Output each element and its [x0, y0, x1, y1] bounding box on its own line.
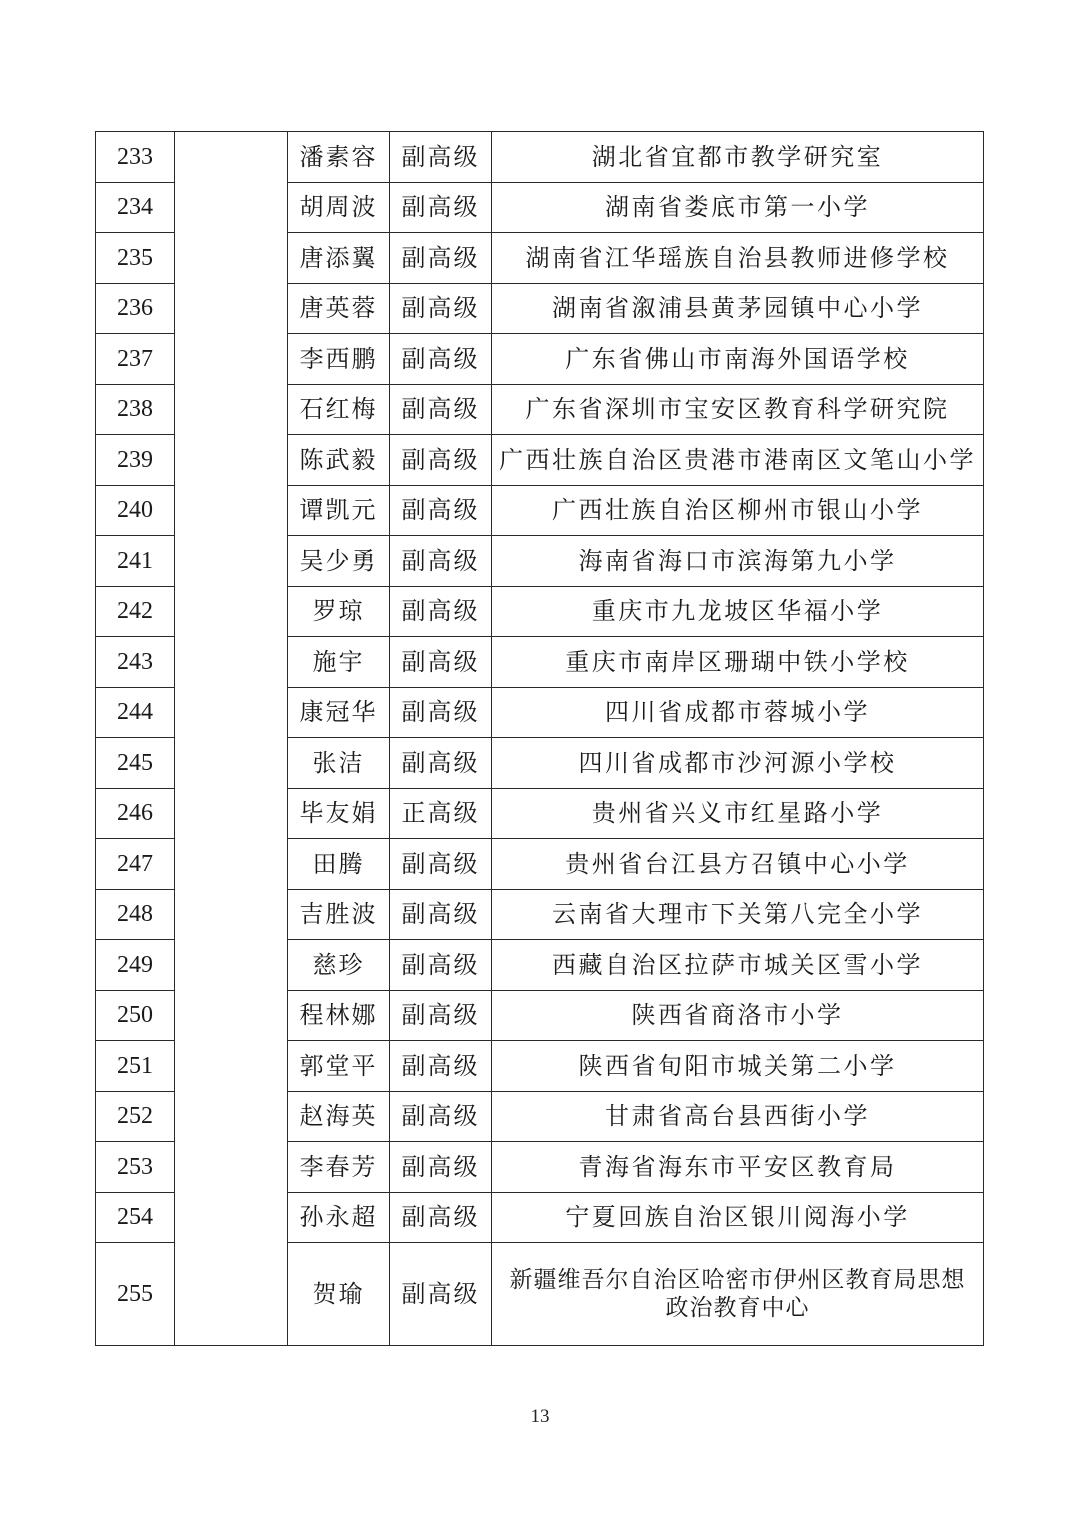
name-cell: 吴少勇	[288, 536, 390, 587]
name-cell: 程林娜	[288, 990, 390, 1041]
title-level-cell: 副高级	[390, 1091, 492, 1142]
title-level-cell: 副高级	[390, 485, 492, 536]
title-level-cell: 副高级	[390, 283, 492, 334]
name-cell: 慈珍	[288, 940, 390, 991]
title-level-cell: 副高级	[390, 738, 492, 789]
page-number: 13	[530, 1406, 550, 1427]
name-cell: 康冠华	[288, 687, 390, 738]
work-unit-cell: 西藏自治区拉萨市城关区雪小学	[492, 940, 984, 991]
title-level-cell: 副高级	[390, 1041, 492, 1092]
work-unit-cell: 云南省大理市下关第八完全小学	[492, 889, 984, 940]
name-cell: 罗琼	[288, 586, 390, 637]
name-cell: 谭凯元	[288, 485, 390, 536]
work-unit-cell: 广东省佛山市南海外国语学校	[492, 334, 984, 385]
title-level-cell: 副高级	[390, 940, 492, 991]
title-level-cell: 副高级	[390, 536, 492, 587]
work-unit-cell: 新疆维吾尔自治区哈密市伊州区教育局思想政治教育中心	[492, 1243, 984, 1346]
roster-table-body	[96, 132, 984, 1346]
name-cell: 施宇	[288, 637, 390, 688]
row-number-cell: 250	[96, 990, 175, 1041]
work-unit-cell: 陕西省商洛市小学	[492, 990, 984, 1041]
row-number-cell: 247	[96, 839, 175, 890]
row-number-cell: 243	[96, 637, 175, 688]
row-number-cell: 236	[96, 283, 175, 334]
name-cell: 郭堂平	[288, 1041, 390, 1092]
work-unit-cell: 陕西省旬阳市城关第二小学	[492, 1041, 984, 1092]
work-unit-cell: 宁夏回族自治区银川阅海小学	[492, 1192, 984, 1243]
name-cell: 唐添翼	[288, 233, 390, 284]
row-number-cell: 246	[96, 788, 175, 839]
row-number-cell: 239	[96, 435, 175, 486]
work-unit-cell: 甘肃省高台县西街小学	[492, 1091, 984, 1142]
row-number-cell: 241	[96, 536, 175, 587]
title-level-cell: 副高级	[390, 182, 492, 233]
work-unit-cell: 重庆市南岸区珊瑚中铁小学校	[492, 637, 984, 688]
name-cell: 胡周波	[288, 182, 390, 233]
name-cell: 李春芳	[288, 1142, 390, 1193]
row-number-cell: 233	[96, 132, 175, 183]
row-number-cell: 255	[96, 1243, 175, 1346]
name-cell: 田腾	[288, 839, 390, 890]
work-unit-cell: 四川省成都市蓉城小学	[492, 687, 984, 738]
row-number-cell: 235	[96, 233, 175, 284]
name-cell: 毕友娟	[288, 788, 390, 839]
title-level-cell: 副高级	[390, 586, 492, 637]
name-cell: 贺瑜	[288, 1243, 390, 1346]
row-number-cell: 244	[96, 687, 175, 738]
roster-table	[95, 131, 984, 1346]
title-level-cell: 副高级	[390, 839, 492, 890]
row-number-cell: 254	[96, 1192, 175, 1243]
row-number-cell: 238	[96, 384, 175, 435]
row-number-cell: 248	[96, 889, 175, 940]
name-cell: 吉胜波	[288, 889, 390, 940]
title-level-cell: 副高级	[390, 233, 492, 284]
row-number-cell: 234	[96, 182, 175, 233]
row-number-cell: 251	[96, 1041, 175, 1092]
work-unit-cell: 贵州省兴义市红星路小学	[492, 788, 984, 839]
work-unit-cell: 重庆市九龙坡区华福小学	[492, 586, 984, 637]
work-unit-cell: 湖南省娄底市第一小学	[492, 182, 984, 233]
title-level-cell: 副高级	[390, 435, 492, 486]
title-level-cell: 副高级	[390, 637, 492, 688]
title-level-cell: 副高级	[390, 889, 492, 940]
title-level-cell: 副高级	[390, 1192, 492, 1243]
work-unit-cell: 广西壮族自治区贵港市港南区文笔山小学	[492, 435, 984, 486]
title-level-cell: 副高级	[390, 1243, 492, 1346]
row-number-cell: 252	[96, 1091, 175, 1142]
name-cell: 赵海英	[288, 1091, 390, 1142]
title-level-cell: 副高级	[390, 687, 492, 738]
work-unit-cell: 广东省深圳市宝安区教育科学研究院	[492, 384, 984, 435]
row-number-cell: 245	[96, 738, 175, 789]
row-number-cell: 249	[96, 940, 175, 991]
name-cell: 石红梅	[288, 384, 390, 435]
group-cell	[175, 132, 288, 1346]
title-level-cell: 副高级	[390, 132, 492, 183]
title-level-cell: 副高级	[390, 1142, 492, 1193]
work-unit-cell: 广西壮族自治区柳州市银山小学	[492, 485, 984, 536]
title-level-cell: 副高级	[390, 990, 492, 1041]
title-level-cell: 正高级	[390, 788, 492, 839]
row-number-cell: 253	[96, 1142, 175, 1193]
name-cell: 唐英蓉	[288, 283, 390, 334]
work-unit-cell: 海南省海口市滨海第九小学	[492, 536, 984, 587]
name-cell: 陈武毅	[288, 435, 390, 486]
name-cell: 孙永超	[288, 1192, 390, 1243]
work-unit-cell: 四川省成都市沙河源小学校	[492, 738, 984, 789]
name-cell: 李西鹏	[288, 334, 390, 385]
work-unit-cell: 湖南省江华瑶族自治县教师进修学校	[492, 233, 984, 284]
row-number-cell: 240	[96, 485, 175, 536]
title-level-cell: 副高级	[390, 334, 492, 385]
work-unit-cell: 青海省海东市平安区教育局	[492, 1142, 984, 1193]
work-unit-cell: 湖南省溆浦县黄茅园镇中心小学	[492, 283, 984, 334]
row-number-cell: 242	[96, 586, 175, 637]
table-row	[96, 132, 984, 183]
work-unit-cell: 湖北省宜都市教学研究室	[492, 132, 984, 183]
title-level-cell: 副高级	[390, 384, 492, 435]
name-cell: 张洁	[288, 738, 390, 789]
name-cell: 潘素容	[288, 132, 390, 183]
work-unit-cell: 贵州省台江县方召镇中心小学	[492, 839, 984, 890]
row-number-cell: 237	[96, 334, 175, 385]
